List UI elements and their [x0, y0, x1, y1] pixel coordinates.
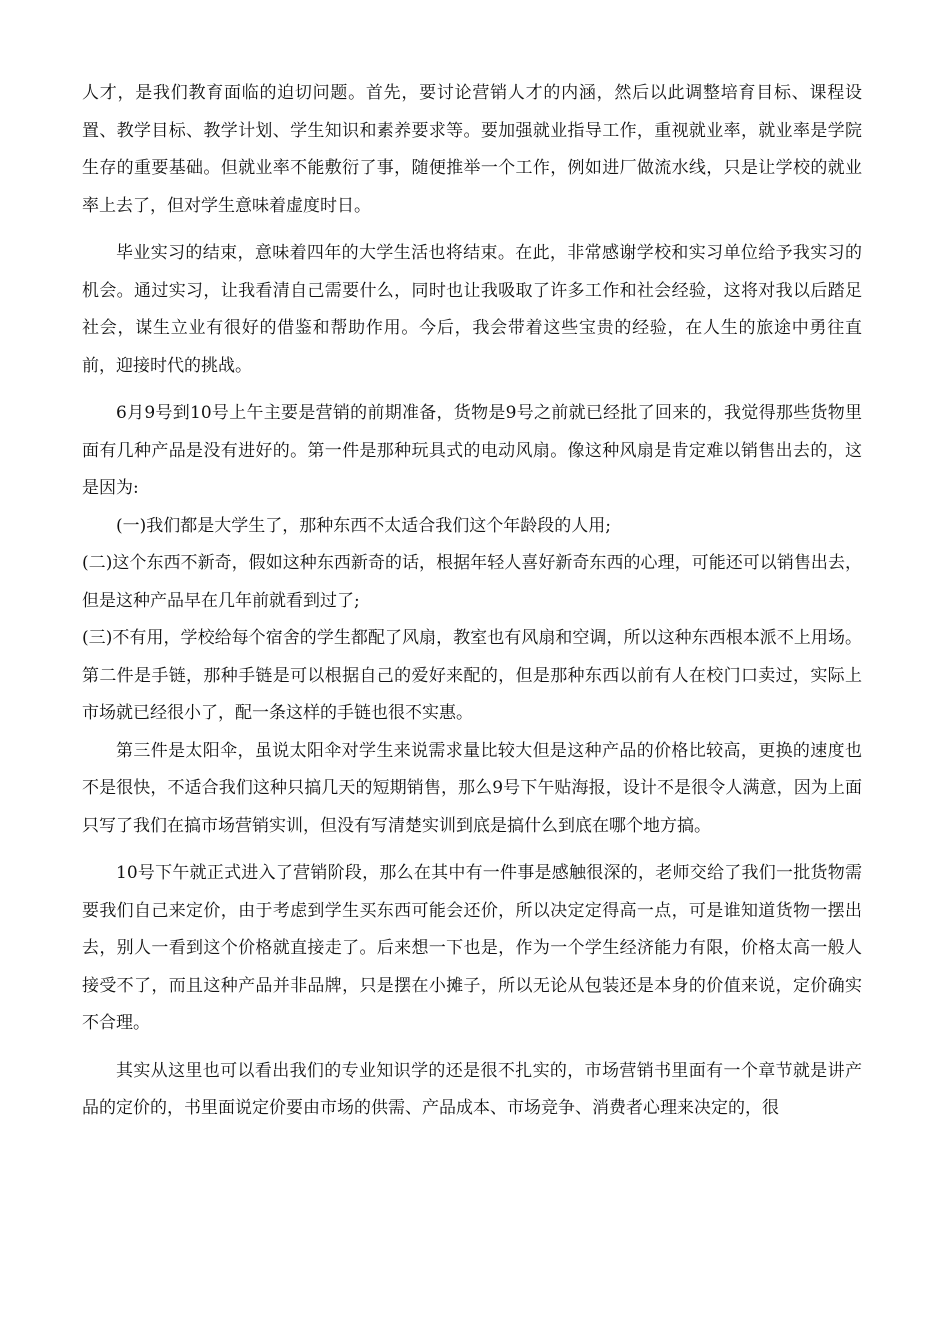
paragraph-professional-knowledge: 其实从这里也可以看出我们的专业知识学的还是很不扎实的，市场营销书里面有一个章节就是讲产品的定价的，书里面说定价要由市场的供需、产品成本、市场竞争、消费者心理来决定的，很 — [82, 1060, 862, 1118]
list-item-reason-2: (二)这个东西不新奇，假如这种东西新奇的话，根据年轻人喜好新奇东西的心理，可能还可以销售出去，但是这种产品早在几年前就看到过了; — [82, 553, 862, 611]
list-item-reason-3: (三)不有用，学校给每个宿舍的学生都配了风扇，教室也有风扇和空调，所以这种东西根本派不上用场。第二件是手链，那种手链是可以根据自己的爱好来配的，但是那种东西以前有人在校门口卖过，实际上市场就已经很小了，配一条这样的手链也很不实惠。 — [82, 628, 862, 723]
document-page — [82, 75, 862, 1138]
paragraph-umbrella: 第三件是太阳伞，虽说太阳伞对学生来说需求量比较大但是这种产品的价格比较高，更换的速度也不是很快，不适合我们这种只搞几天的短期销售，那么9号下午贴海报，设计不是很令人满意，因为上面只写了我们在搞市场营销实训，但没有写清楚实训到底是搞什么到底在哪个地方搞。 — [82, 740, 862, 836]
paragraph-internship-conclusion: 毕业实习的结束，意味着四年的大学生活也将结束。在此，非常感谢学校和实习单位给予我实习的机会。通过实习，让我看清自己需要什么，同时也让我吸取了许多工作和社会经验，这将对我以后踏足社会，谋生立业有很好的借鉴和帮助作用。今后，我会带着这些宝贵的经验，在人生的旅途中勇往直前，迎接时代的挑战。 — [82, 243, 862, 376]
paragraph-preparation: 6月9号到10号上午主要是营销的前期准备，货物是9号之前就已经批了回来的，我觉得那些货物里面有几种产品是没有进好的。第一件是那种玩具式的电动风扇。像这种风扇是肯定难以销售出去的，这是因为: — [82, 403, 862, 498]
list-item-reason-1: (一)我们都是大学生了，那种东西不太适合我们这个年龄段的人用; — [116, 515, 611, 536]
paragraph-pricing-experience: 10号下午就正式进入了营销阶段，那么在其中有一件事是感触很深的，老师交给了我们一批货物需要我们自己来定价，由于考虑到学生买东西可能会还价，所以决定定得高一点，可是谁知道货物一摆出去，别人一看到这个价格就直接走了。后来想一下也是，作为一个学生经济能力有限，价格太高一般人接受不了，而且这种产品并非品牌，只是摆在小摊子，所以无论从包装还是本身的价值来说，定价确实不合理。 — [82, 863, 862, 1033]
paragraph-talent-education: 人才，是我们教育面临的迫切问题。首先，要讨论营销人才的内涵，然后以此调整培育目标、课程设置、教学目标、教学计划、学生知识和素养要求等。要加强就业指导工作，重视就业率，就业率是学院生存的重要基础。但就业率不能敷衍了事，随便推举一个工作，例如进厂做流水线，只是让学校的就业率上去了，但对学生意味着虚度时日。 — [82, 83, 862, 216]
